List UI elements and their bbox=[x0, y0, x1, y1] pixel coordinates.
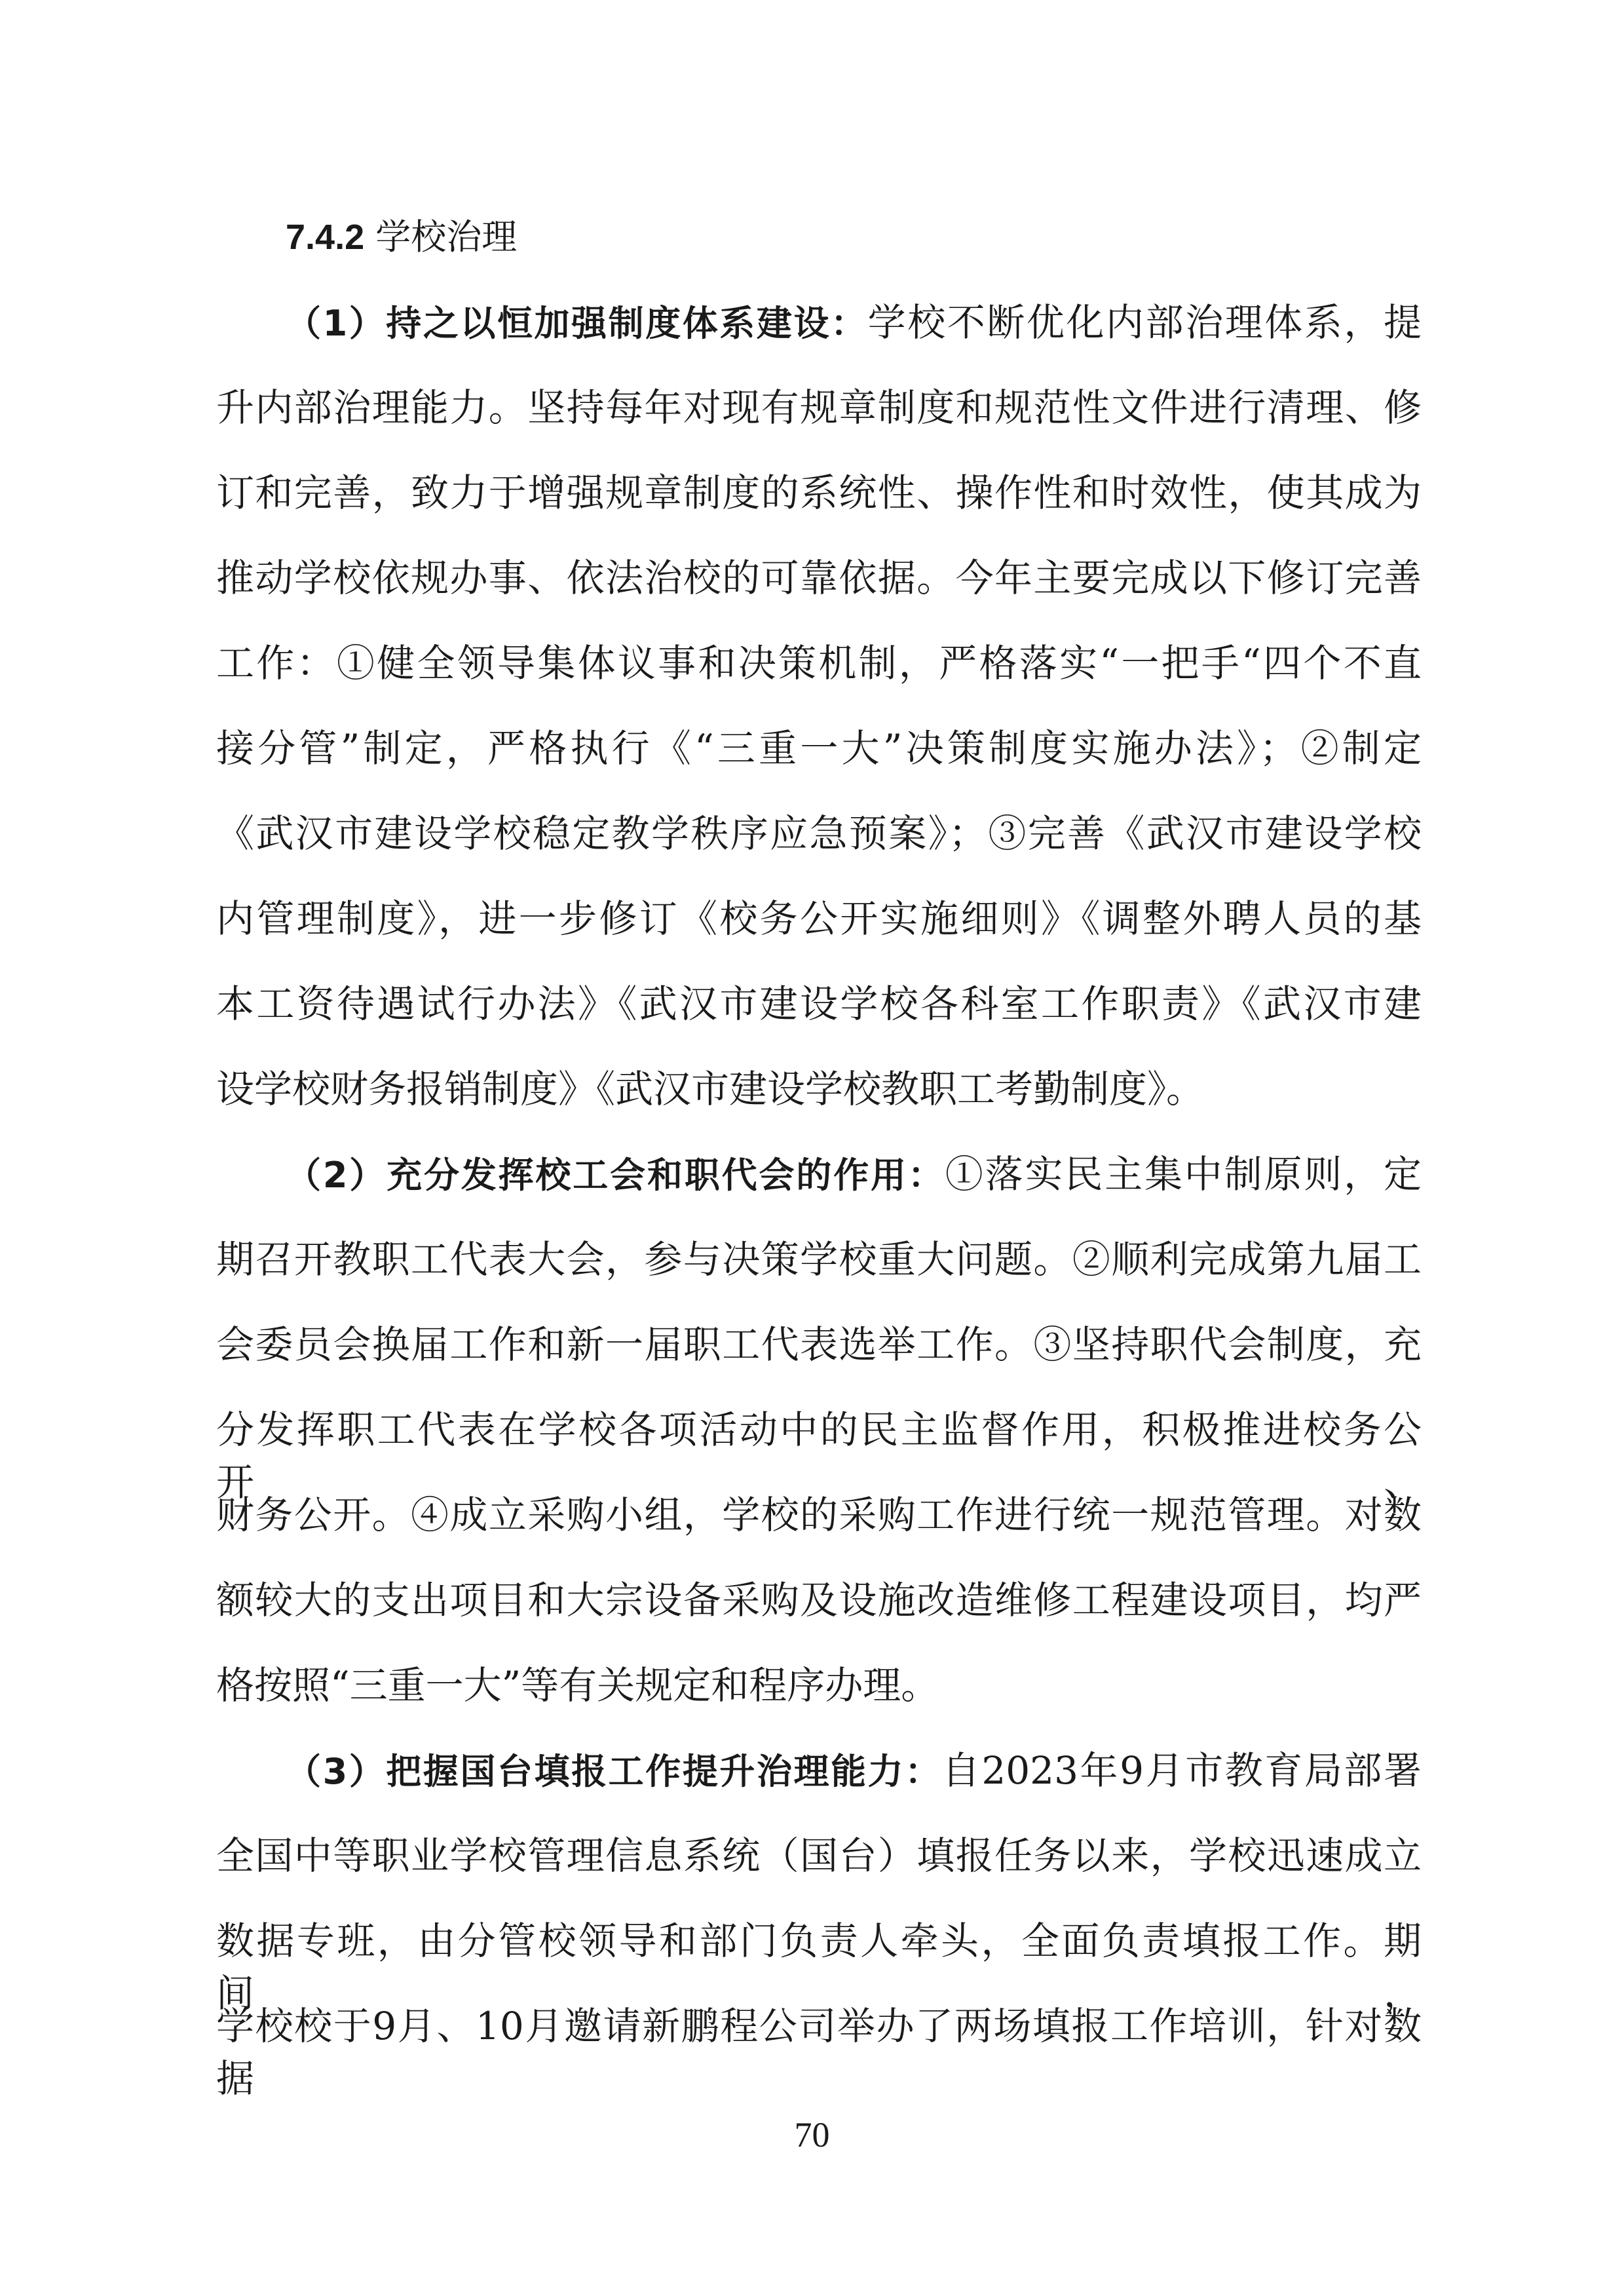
paragraph-1-line-8: 内管理制度》，进一步修订《校务公开实施细则》《调整外聘人员的基 bbox=[216, 896, 1422, 941]
paragraph-1-text: 学校不断优化内部治理体系，提 bbox=[867, 300, 1422, 345]
paragraph-2-line-6: 额较大的支出项目和大宗设备采购及设施改造维修工程建设项目，均严 bbox=[216, 1578, 1422, 1622]
section-title: 学校治理 bbox=[375, 216, 518, 258]
paragraph-2-line-3: 会委员会换届工作和新一届职工代表选举工作。③坚持职代会制度，充 bbox=[216, 1322, 1422, 1367]
section-number: 7.4.2 bbox=[286, 218, 365, 257]
paragraph-1-line-3: 订和完善，致力于增强规章制度的系统性、操作性和时效性，使其成为 bbox=[216, 470, 1422, 515]
page-number: 70 bbox=[794, 2115, 830, 2154]
paragraph-3-line-2: 全国中等职业学校管理信息系统（国台）填报任务以来，学校迅速成立 bbox=[216, 1833, 1422, 1878]
paragraph-2-line-7: 格按照“三重一大”等有关规定和程序办理。 bbox=[216, 1663, 939, 1708]
section-heading bbox=[286, 208, 517, 266]
paragraph-2-line-1 bbox=[286, 1148, 1422, 1202]
paragraph-1-line-4: 推动学校依规办事、依法治校的可靠依据。今年主要完成以下修订完善 bbox=[216, 556, 1422, 600]
paragraph-1-lead: （1）持之以恒加强制度体系建设： bbox=[286, 303, 868, 344]
paragraph-1-line-1 bbox=[286, 296, 1422, 350]
paragraph-3-lead: （3）把握国台填报工作提升治理能力： bbox=[286, 1751, 942, 1792]
paragraph-1-line-10: 设学校财务报销制度》《武汉市建设学校教职工考勤制度》。 bbox=[216, 1067, 1205, 1111]
paragraph-2-text: ①落实民主集中制原则，定 bbox=[945, 1152, 1422, 1196]
paragraph-3-line-1 bbox=[286, 1744, 1422, 1798]
paragraph-1-line-6: 接分管”制定，严格执行《“三重一大”决策制度实施办法》；②制定 bbox=[216, 726, 1422, 771]
paragraph-2-lead: （2）充分发挥校工会和职代会的作用： bbox=[286, 1155, 945, 1196]
paragraph-3-line-4: 学校校于9月、10月邀请新鹏程公司举办了两场填报工作培训，针对数据 bbox=[216, 2004, 1422, 2101]
paragraph-1-line-5: 工作：①健全领导集体议事和决策机制，严格落实“一把手“四个不直 bbox=[216, 641, 1422, 685]
paragraph-1-line-9: 本工资待遇试行办法》《武汉市建设学校各科室工作职责》《武汉市建 bbox=[216, 982, 1422, 1026]
paragraph-3-text: 自2023年9月市教育局部署 bbox=[941, 1748, 1422, 1793]
paragraph-1-line-7: 《武汉市建设学校稳定教学秩序应急预案》；③完善《武汉市建设学校 bbox=[216, 811, 1422, 856]
paragraph-1-line-2: 升内部治理能力。坚持每年对现有规章制度和规范性文件进行清理、修 bbox=[216, 385, 1422, 430]
paragraph-3-line-3: 数据专班，由分管校领导和部门负责人牵头，全面负责填报工作。期间， bbox=[216, 1919, 1422, 2016]
paragraph-2-line-4: 分发挥职工代表在学校各项活动中的民主监督作用，积极推进校务公开、 bbox=[216, 1407, 1422, 1504]
paragraph-2-line-2: 期召开教职工代表大会，参与决策学校重大问题。②顺利完成第九届工 bbox=[216, 1237, 1422, 1282]
paragraph-2-line-5: 财务公开。④成立采购小组，学校的采购工作进行统一规范管理。对数 bbox=[216, 1493, 1422, 1537]
